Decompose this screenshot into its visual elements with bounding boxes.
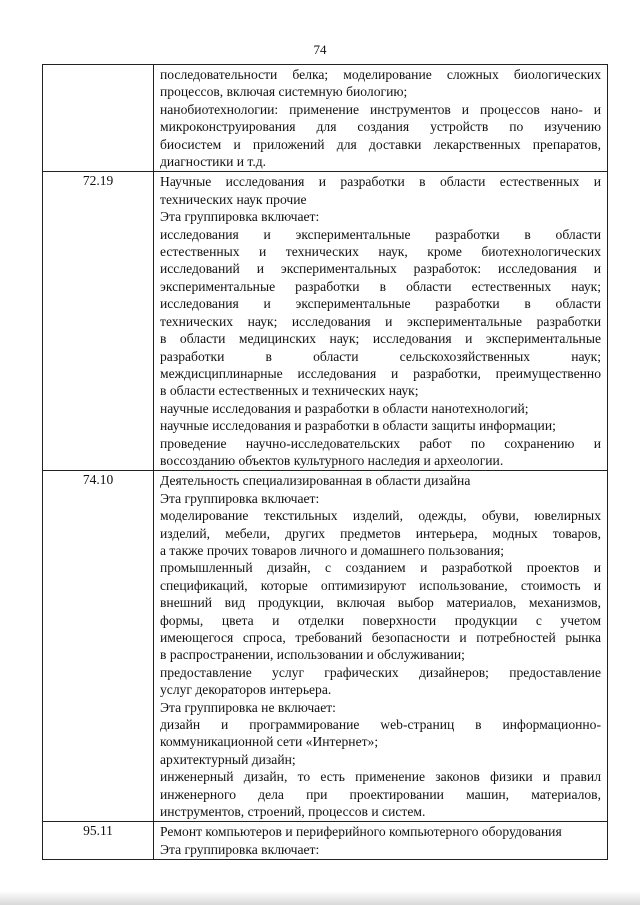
description-line: научные исследования и разработки в области нанотехнологий; <box>160 400 529 416</box>
activity-description <box>154 471 608 822</box>
description-line: Научные исследования и разработки в области естественных и <box>160 174 601 190</box>
description-line: Деятельность специализированная в области дизайна <box>160 473 471 489</box>
description-line: исследования и экспериментальные разработки в области <box>160 296 601 312</box>
activity-description <box>154 822 608 860</box>
description-line: в распространении, использовании и обслуживании; <box>160 647 465 663</box>
description-line: инженерного дела при проектировании машин, материалов, <box>160 786 601 802</box>
description-line: разработки в области сельскохозяйственных наук; <box>160 348 601 364</box>
description-line: экспериментальные разработки в области естественных наук; <box>160 278 601 294</box>
description-line: инструментов, строений, процессов и систем. <box>160 804 426 820</box>
description-line: а также прочих товаров личного и домашнего пользования; <box>160 542 504 558</box>
description-line: промышленный дизайн, с созданием и разработкой проектов и <box>160 560 601 576</box>
description-line: технических наук прочие <box>160 191 307 207</box>
description-line: междисциплинарные исследования и разработки, преимущественно <box>160 365 601 381</box>
description-line: спецификаций, которые оптимизируют использование, стоимость и <box>160 577 601 593</box>
description-line: имеющегося спроса, требований безопасности и потребностей рынка <box>160 630 601 645</box>
table-body <box>43 65 608 860</box>
description-line: диагностики и т.д. <box>160 154 267 170</box>
description-line: исследования и экспериментальные разработки в области <box>160 226 601 242</box>
description-line: внешний вид продукции, включая выбор материалов, механизмов, <box>160 595 601 611</box>
table-row <box>43 65 608 172</box>
description-line: Эта группировка включает: <box>160 490 320 506</box>
description-line: Ремонт компьютеров и периферийного компьютерного оборудования <box>160 824 562 840</box>
table-row <box>43 822 608 860</box>
description-line: микроконструирования для создания устройств по изучению <box>160 119 601 135</box>
description-line: предоставление услуг графических дизайнеров; предоставление <box>160 664 601 680</box>
classification-table <box>42 64 608 860</box>
description-line: архитектурный дизайн; <box>160 751 296 767</box>
description-line: Эта группировка не включает: <box>160 699 336 715</box>
description-line: естественных и технических наук, кроме биотехнологических <box>160 244 601 260</box>
description-line: в области естественных и технических наук; <box>160 383 419 399</box>
description-line: инженерный дизайн, то есть применение законов физики и правил <box>160 769 601 785</box>
activity-description <box>154 172 608 471</box>
description-line: последовательности белка; моделирование сложных биологических <box>160 67 601 82</box>
activity-code: 95.11 <box>43 822 154 860</box>
description-line: воссозданию объектов культурного наследия и археологии. <box>160 452 504 468</box>
activity-code: 72.19 <box>43 172 154 471</box>
description-line: проведение научно-исследовательских работ по сохранению и <box>160 435 601 451</box>
description-line: изделий, мебели, других предметов интерьера, модных товаров, <box>160 525 601 541</box>
description-line: биосистем и приложений для доставки лекарственных препаратов, <box>160 136 601 152</box>
description-line: Эта группировка включает: <box>160 209 320 225</box>
table-row <box>43 471 608 822</box>
description-line: услуг декораторов интерьера. <box>160 682 332 698</box>
description-line: исследований и экспериментальных разработок: исследования и <box>160 261 601 277</box>
activity-code: 74.10 <box>43 471 154 822</box>
scan-edge-shadow <box>0 891 640 905</box>
description-line: дизайн и программирование web-страниц в информационно- <box>160 717 601 733</box>
description-line: технических наук; исследования и экспериментальные разработки <box>160 313 601 329</box>
description-line: Эта группировка включает: <box>160 841 320 857</box>
activity-description <box>154 65 608 172</box>
description-line: процессов, включая системную биологию; <box>160 84 408 100</box>
page-number: 74 <box>313 42 327 57</box>
activity-code <box>43 65 154 172</box>
description-line: научные исследования и разработки в области защиты информации; <box>160 418 556 434</box>
description-line: нанобиотехнологии: применение инструментов и процессов нано- и <box>160 101 601 117</box>
table-row <box>43 172 608 471</box>
description-line: моделирование текстильных изделий, одежды, обуви, ювелирных <box>160 508 601 524</box>
description-line: в области медицинских наук; исследования и экспериментальные <box>160 331 601 347</box>
description-line: формы, цвета и отделки поверхности продукции с учетом <box>160 612 601 628</box>
description-line: коммуникационной сети «Интернет»; <box>160 734 379 750</box>
